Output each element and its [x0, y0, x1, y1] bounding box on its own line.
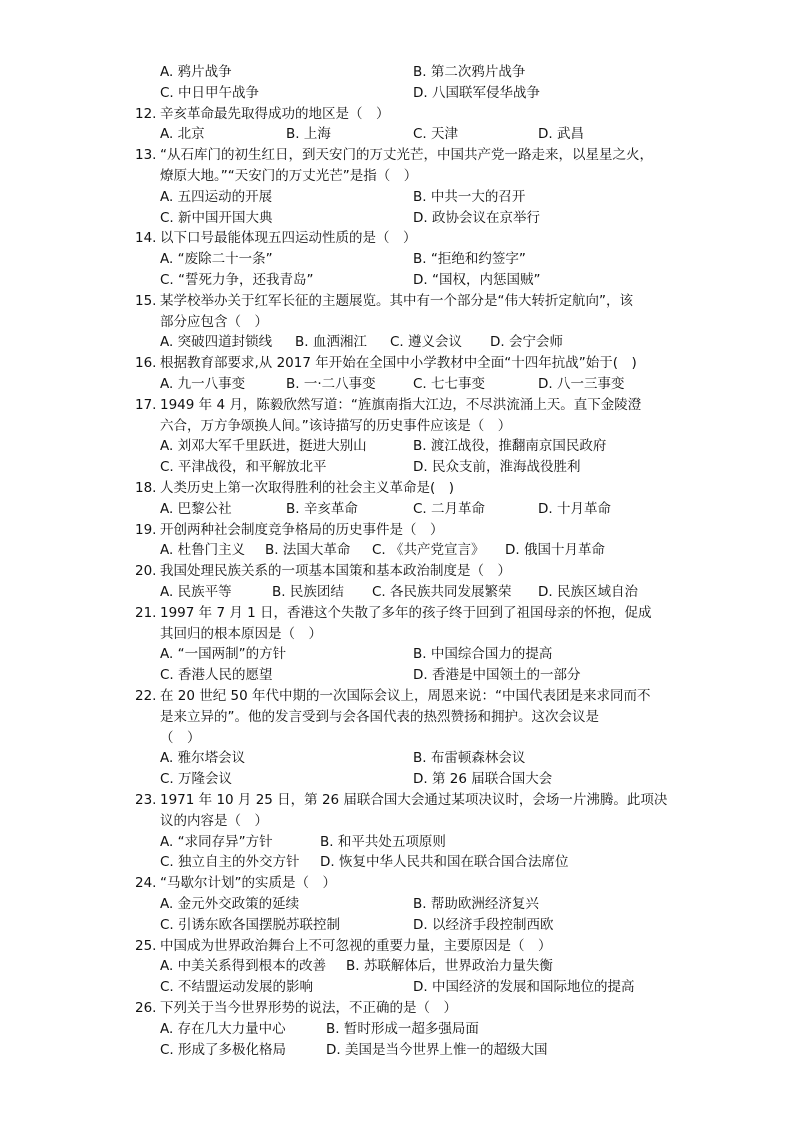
- answer-option[interactable]: D. 政协会议在京举行: [413, 209, 540, 226]
- answer-option[interactable]: C. 引诱东欧各国摆脱苏联控制: [160, 916, 341, 933]
- answer-option[interactable]: D. 中国经济的发展和国际地位的提高: [413, 979, 635, 996]
- answer-option[interactable]: A. 突破四道封锁线: [160, 334, 273, 351]
- answer-option[interactable]: C. 二月革命: [413, 500, 486, 517]
- answer-option[interactable]: C. 遵义会议: [390, 334, 463, 351]
- answer-option[interactable]: B. 渡江战役，推翻南京国民政府: [413, 438, 607, 455]
- question-number: 18.: [135, 480, 157, 496]
- answer-option[interactable]: A. 刘邓大军千里跃进，挺进大别山: [160, 438, 367, 455]
- question-stem-line: 某学校举办关于红军长征的主题展览。其中有一个部分是“伟大转折定航向”，该: [160, 292, 633, 309]
- answer-option[interactable]: A. 杜鲁门主义: [160, 542, 246, 559]
- answer-option[interactable]: D. 武昌: [538, 126, 584, 143]
- question-stem-line: 人类历史上第一次取得胜利的社会主义革命是( ): [160, 480, 455, 496]
- answer-option[interactable]: D. 会宁会师: [490, 334, 563, 351]
- question-number: 26.: [135, 1000, 157, 1016]
- answer-option[interactable]: C. 独立自主的外交方针: [160, 854, 300, 871]
- question-stem-line: “从石库门的初生红日，到天安门的万丈光芒，中国共产党一路走来，以星星之火，: [160, 147, 653, 164]
- answer-option[interactable]: A. 民族平等: [160, 584, 232, 600]
- answer-option[interactable]: B. 帮助欧洲经济复兴: [413, 896, 539, 912]
- answer-option[interactable]: D. 十月革命: [538, 500, 611, 517]
- answer-option[interactable]: D. 以经济手段控制西欧: [413, 916, 554, 933]
- answer-option[interactable]: C. 香港人民的愿望: [160, 667, 273, 684]
- answer-option[interactable]: D. 八国联军侵华战争: [413, 84, 540, 101]
- answer-option[interactable]: A. 九一八事变: [160, 376, 246, 392]
- question-stem-line: 辛亥革命最先取得成功的地区是（ ）: [160, 105, 390, 122]
- question-stem-line: 根据教育部要求,从 2017 年开始在全国中小学教材中全面“十四年抗战”始于( ): [160, 355, 637, 372]
- answer-option[interactable]: C. “誓死力争，还我青岛”: [160, 272, 314, 288]
- answer-option[interactable]: D. 俄国十月革命: [505, 542, 605, 559]
- answer-option[interactable]: B. 法国大革命: [265, 542, 351, 559]
- answer-option[interactable]: D. 八一三事变: [538, 376, 625, 392]
- answer-option[interactable]: A. 北京: [160, 126, 205, 143]
- question-stem-line: “马歇尔计划”的实质是（ ）: [160, 875, 336, 892]
- question-number: 19.: [135, 521, 157, 538]
- answer-option[interactable]: C. 万隆会议: [160, 771, 233, 788]
- question-stem-line: 开创两种社会制度竞争格局的历史事件是（ ）: [160, 521, 444, 538]
- question-stem-line: （ ）: [160, 729, 201, 746]
- answer-option[interactable]: D. 恢复中华人民共和国在联合国合法席位: [320, 854, 569, 871]
- question-number: 13.: [135, 147, 157, 164]
- question-number: 25.: [135, 937, 157, 954]
- question-stem-line: 1997 年 7 月 1 日，香港这个失散了多年的孩子终于回到了祖国母亲的怀抱，促成: [160, 604, 652, 621]
- question-stem-line: 其回归的根本原因是（ ）: [160, 625, 322, 642]
- answer-option[interactable]: B. 民族团结: [272, 584, 344, 600]
- answer-option[interactable]: D. “国权，内惩国贼”: [413, 272, 541, 288]
- question-stem-line: 我国处理民族关系的一项基本国策和基本政治制度是（ ）: [160, 563, 511, 580]
- answer-option[interactable]: C. 中日甲午战争: [160, 84, 260, 101]
- answer-option[interactable]: A. “一国两制”的方针: [160, 646, 287, 663]
- answer-option[interactable]: B. 一·二八事变: [286, 376, 376, 392]
- answer-option[interactable]: B. 第二次鸦片战争: [413, 64, 526, 80]
- question-stem-line: 六合，万方争颂换人间。”该诗描写的历史事件应该是（ ）: [160, 417, 512, 434]
- question-number: 21.: [135, 604, 157, 621]
- answer-option[interactable]: C. 七七事变: [413, 376, 486, 392]
- answer-option[interactable]: D. 民众支前，淮海战役胜利: [413, 459, 581, 476]
- answer-option[interactable]: B. 中共一大的召开: [413, 188, 526, 205]
- question-stem-line: 部分应包含（ ）: [160, 313, 268, 330]
- answer-option[interactable]: A. “求同存异”方针: [160, 833, 273, 850]
- answer-option[interactable]: B. “拒绝和约签字”: [413, 251, 526, 268]
- answer-option[interactable]: A. 存在几大力量中心: [160, 1020, 286, 1037]
- question-stem-line: 以下口号最能体现五四运动性质的是（ ）: [160, 230, 417, 247]
- answer-option[interactable]: A. 金元外交政策的延续: [160, 896, 300, 912]
- answer-option[interactable]: B. 中国综合国力的提高: [413, 646, 553, 663]
- answer-option[interactable]: A. 雅尔塔会议: [160, 750, 246, 767]
- answer-option[interactable]: C. 形成了多极化格局: [160, 1041, 287, 1058]
- answer-option[interactable]: B. 辛亥革命: [286, 500, 358, 517]
- answer-option[interactable]: A. 五四运动的开展: [160, 188, 273, 205]
- question-stem-line: 燎原大地。”“天安门的万丈光芒”是指（ ）: [160, 168, 418, 184]
- question-number: 17.: [135, 396, 157, 413]
- answer-option[interactable]: C. 不结盟运动发展的影响: [160, 979, 314, 996]
- question-number: 16.: [135, 355, 157, 372]
- question-stem-line: 中国成为世界政治舞台上不可忽视的重要力量，主要原因是（ ）: [160, 937, 552, 954]
- answer-option[interactable]: B. 布雷顿森林会议: [413, 750, 526, 767]
- answer-option[interactable]: C. 《共产党宣言》: [372, 542, 485, 559]
- answer-option[interactable]: C. 各民族共同发展繁荣: [372, 584, 512, 600]
- answer-option[interactable]: B. 上海: [286, 126, 331, 143]
- answer-option[interactable]: B. 暂时形成一超多强局面: [326, 1020, 479, 1037]
- answer-option[interactable]: B. 和平共处五项原则: [320, 833, 446, 850]
- answer-option[interactable]: C. 天津: [413, 126, 459, 143]
- answer-option[interactable]: B. 苏联解体后，世界政治力量失衡: [346, 958, 553, 975]
- question-stem-line: 1971 年 10 月 25 日，第 26 届联合国大会通过某项决议时，会场一片沸腾。此项决: [160, 792, 668, 808]
- answer-option[interactable]: D. 香港是中国领土的一部分: [413, 667, 581, 684]
- answer-option[interactable]: B. 血洒湘江: [295, 334, 367, 351]
- question-number: 15.: [135, 292, 157, 309]
- answer-option[interactable]: C. 平津战役，和平解放北平: [160, 459, 327, 476]
- answer-option[interactable]: A. 鸦片战争: [160, 64, 232, 80]
- question-stem-line: 1949 年 4 月，陈毅欣然写道：“旌旗南指大江边，不尽洪流涌上天。直下金陵澄: [160, 396, 642, 413]
- question-number: 23.: [135, 792, 157, 808]
- answer-option[interactable]: D. 民族区域自治: [538, 584, 638, 600]
- question-number: 20.: [135, 563, 157, 580]
- question-stem-line: 议的内容是（ ）: [160, 812, 268, 829]
- question-number: 24.: [135, 875, 157, 892]
- answer-option[interactable]: A. 巴黎公社: [160, 500, 232, 517]
- answer-option[interactable]: A. “废除二十一条”: [160, 251, 273, 268]
- answer-option[interactable]: C. 新中国开国大典: [160, 209, 273, 226]
- question-stem-line: 在 20 世纪 50 年代中期的一次国际会议上，周恩来说：“中国代表团是来求同而不: [160, 688, 651, 704]
- question-number: 12.: [135, 105, 157, 122]
- answer-option[interactable]: D. 美国是当今世界上惟一的超级大国: [326, 1041, 548, 1058]
- question-number: 22.: [135, 688, 157, 704]
- question-stem-line: 是来立异的”。他的发言受到与会各国代表的热烈赞扬和拥护。这次会议是: [160, 708, 599, 725]
- answer-option[interactable]: D. 第 26 届联合国大会: [413, 771, 553, 788]
- answer-option[interactable]: A. 中美关系得到根本的改善: [160, 958, 327, 975]
- question-number: 14.: [135, 230, 157, 247]
- question-stem-line: 下列关于当今世界形势的说法，不正确的是（ ）: [160, 1000, 457, 1016]
